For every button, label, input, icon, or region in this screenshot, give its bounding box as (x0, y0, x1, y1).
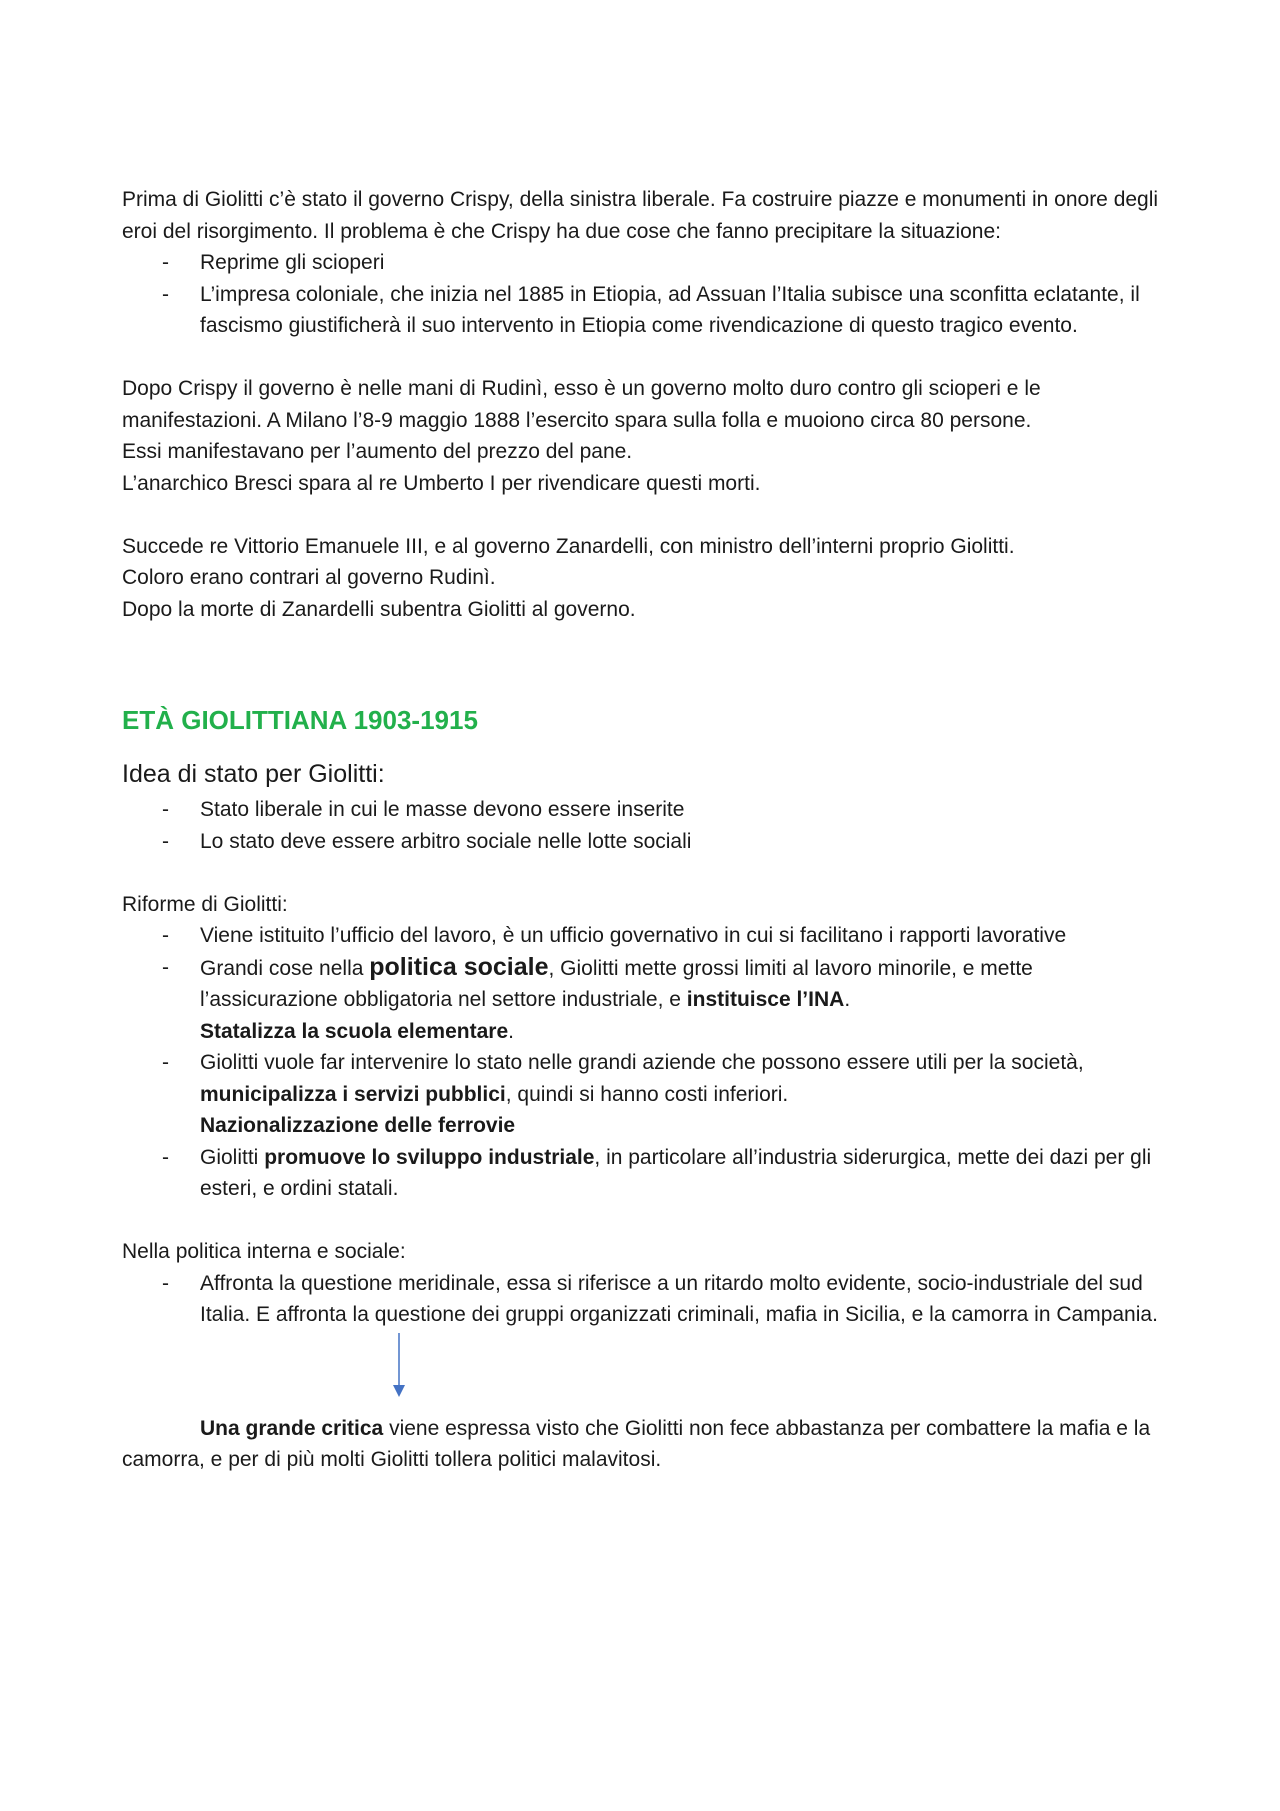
dash-bullet: - (162, 924, 169, 947)
succession-line: Succede re Vittorio Emanuele III, e al governo Zanardelli, con ministro dell’interni proprio Giolitti. (122, 534, 1015, 558)
list-item: - Giolitti promuove lo sviluppo industriale, in particolare all’industria siderurgica, mette dei dazi per gli esteri, e ordini statali. (122, 1142, 1162, 1205)
dash-bullet: - (162, 1145, 169, 1169)
dash-bullet: - (162, 798, 169, 821)
emphasis-text: municipalizza i servizi pubblici (200, 1082, 506, 1106)
succession-line: Coloro erano contrari al governo Rudinì. (122, 566, 496, 589)
rudini-paragraph: Dopo Crispy il governo è nelle mani di Rudinì, esso è un governo molto duro contro gli scioperi e le manifestazioni. A Milano l’8-9 maggio 1888 l’esercito spara sulla folla e muoiono circa 80 persone. (122, 377, 1041, 432)
intro-paragraph: Prima di Giolitti c’è stato il governo Crispy, della sinistra liberale. Fa costruire piazze e monumenti in onore degli eroi del risorgimento. Il problema è che Crispy ha due cose che fanno precipitare la situazione: (122, 188, 1159, 243)
dash-bullet: - (162, 1271, 169, 1295)
emphasis-text: promuove lo sviluppo industriale (264, 1145, 595, 1169)
dash-bullet: - (162, 1051, 169, 1074)
idea-title: Idea di stato per Giolitti: (122, 760, 385, 788)
emphasis-text: Nazionalizzazione delle ferrovie (200, 1114, 516, 1137)
riforme-list (122, 920, 1162, 1205)
list-item: - Viene istituito l’ufficio del lavoro, è un ufficio governativo in cui si facilitano i rapporti lavorative (122, 920, 1162, 952)
rudini-line: Essi manifestavano per l’aumento del prezzo del pane. (122, 440, 633, 463)
crispy-list (122, 247, 1162, 342)
list-item: - Affronta la questione meridinale, essa si riferisce a un ritardo molto evidente, socio-industriale del sud Italia. E affronta la questione dei gruppi organizzati criminali, mafia in Sicilia, e la camorra in Campania. (122, 1268, 1162, 1331)
dash-bullet: - (162, 829, 169, 853)
list-item: - Grandi cose nella politica sociale, Giolitti mette grossi limiti al lavoro minorile, e mette l’assicurazione obbligatoria nel settore industriale, e instituisce l’INA. Statalizza la scuola elementare. (162, 952, 1033, 1043)
bresci-line: L’anarchico Bresci spara al re Umberto I per rivendicare questi morti. (122, 471, 761, 495)
list-item: - L’impresa coloniale, che inizia nel 1885 in Etiopia, ad Assuan l’Italia subisce una sconfitta eclatante, il fascismo giustificherà il suo intervento in Etiopia come rivendicazione di questo tragico evento. (122, 279, 1162, 342)
dash-bullet: - (162, 955, 169, 979)
down-arrow-icon (391, 1333, 407, 1399)
critica-paragraph: Una grande critica viene espressa visto che Giolitti non fece abbastanza per combattere la mafia e la camorra, e per di più molti Giolitti tollera politici malavitosi. (122, 1416, 1151, 1471)
dash-bullet: - (162, 282, 169, 306)
emphasis-text: Statalizza la scuola elementare (200, 1019, 509, 1043)
document-page (122, 184, 1162, 1476)
emphasis-text: Una grande critica (200, 1416, 384, 1440)
emphasis-text: instituisce l’INA (686, 988, 845, 1011)
dash-bullet: - (162, 251, 169, 274)
list-item: - Stato liberale in cui le masse devono essere inserite (122, 794, 1162, 826)
idea-list (122, 794, 1162, 857)
list-item: - Lo stato deve essere arbitro sociale nelle lotte sociali (122, 826, 1162, 858)
interna-title: Nella politica interna e sociale: (122, 1240, 406, 1263)
section-heading: ETÀ GIOLITTIANA 1903-1915 (122, 705, 478, 735)
emphasis-text: politica sociale (369, 952, 549, 981)
list-item: - Giolitti vuole far intervenire lo stato nelle grandi aziende che possono essere utili per la società, municipalizza i servizi pubblici, quindi si hanno costi inferiori. Nazionalizzazione delle ferrovie (122, 1047, 1162, 1142)
interna-list (122, 1268, 1162, 1331)
succession-line: Dopo la morte di Zanardelli subentra Giolitti al governo. (122, 597, 636, 621)
riforme-title: Riforme di Giolitti: (122, 892, 288, 916)
list-item: - Reprime gli scioperi (122, 247, 1162, 279)
arrow-connector (122, 1331, 1162, 1413)
